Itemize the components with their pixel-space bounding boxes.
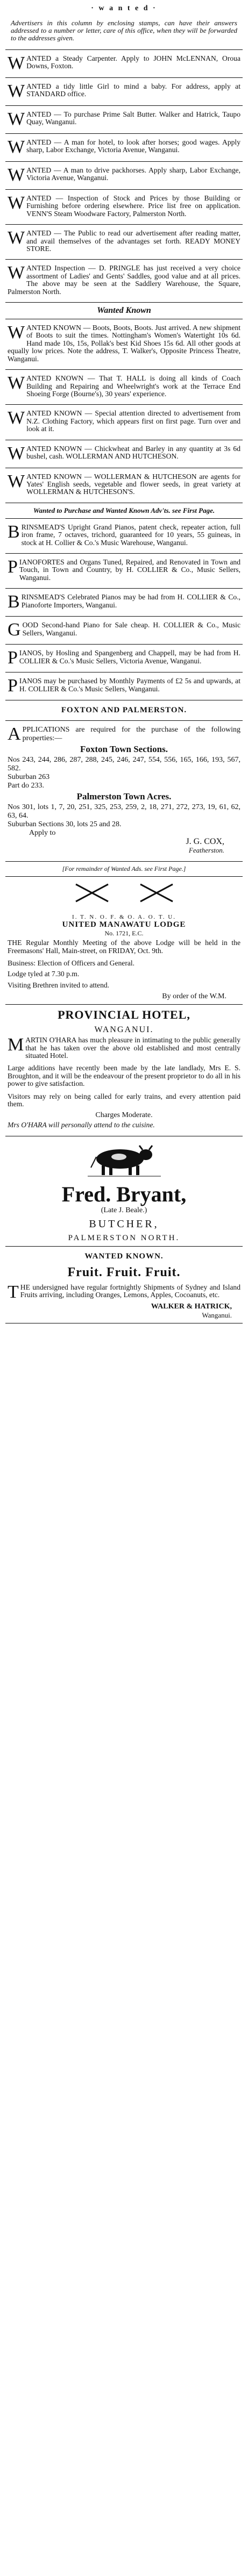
see-first-page-note: Wanted to Purchase and Wanted Known Adv'ts. see First Page. (33, 506, 215, 514)
drop-cap: B (8, 521, 20, 542)
drop-cap: W (8, 373, 25, 393)
divider (5, 553, 243, 554)
hotel-charges: Charges Moderate. (95, 1111, 153, 1120)
fruit-place: Wanganui. (202, 1311, 232, 1319)
wanted-known-ads (5, 323, 243, 499)
drop-cap: M (8, 1035, 24, 1055)
drop-cap: P (8, 648, 18, 668)
bull-illustration (5, 1141, 243, 1178)
agent-place: Featherston. (188, 846, 224, 855)
foxton-banner: FOXTON AND PALMERSTON. (61, 706, 187, 715)
applications-text: PPLICATIONS are required for the purchase of the following properties:— (22, 726, 240, 743)
newspaper-column (5, 0, 243, 1323)
fruit-text: HE undersigned have regular fortnightly Shipments of Sydney and Island Fruits arriving, including Oranges, Lemons, Apples, Cocoanuts, etc. (20, 1283, 240, 1299)
fruit-title: Fruit. Fruit. Fruit. (67, 1265, 181, 1279)
ad-item (5, 648, 243, 669)
butcher-place: PALMERSTON NORTH. (68, 1233, 180, 1242)
palmerston-acres-list: Nos 301, lots 1, 7, 20, 251, 325, 253, 259, 2, 18, 271, 272, 273, 19, 61, 62, 63, 64. (8, 803, 240, 820)
divider (5, 404, 243, 405)
lodge-business: Business: Election of Officers and General. (8, 959, 135, 967)
ad-text: ANTED — A man for hotel, to look after horses; good wages. Apply sharp, Labor Exchange, Victoria Avenue, Wanganui. (26, 138, 240, 154)
drop-cap: T (8, 1282, 19, 1302)
divider (5, 369, 243, 370)
ad-item (5, 443, 243, 464)
apply-to: Apply to (29, 829, 56, 838)
divider (5, 133, 243, 134)
lodge-visiting: Visiting Brethren invited to attend. (8, 981, 110, 989)
lodge-tyled: Lodge tyled at 7.30 p.m. (8, 970, 80, 978)
remainder-note: [For remainder of Wanted Ads. see First Page.] (62, 865, 186, 873)
ad-item (5, 676, 243, 697)
divider (5, 861, 243, 862)
bull-icon (87, 1141, 162, 1178)
divider (5, 644, 243, 645)
wanted-ads (5, 53, 243, 299)
fruit-header: WANTED KNOWN. (84, 1251, 164, 1261)
foxton-sections-heading: Foxton Town Sections. (80, 744, 168, 755)
crossed-swords-icon (70, 880, 178, 907)
ad-item (5, 592, 243, 613)
divider (5, 616, 243, 617)
ad-text: ANTED a Steady Carpenter. Apply to JOHN McLENNAN, Oroua Downs, Foxton. (26, 54, 240, 70)
ad-text: IANOS may be purchased by Monthly Payments of £2 5s and upwards, at H. COLLIER & Co.'s Music Sellers, Wanganui. (19, 677, 240, 693)
ad-text: OOD Second-hand Piano for Sale cheap. H. COLLIER & Co., Music Sellers, Wanganui. (22, 621, 240, 637)
ad-text: IANOFORTES and Organs Tuned, Repaired, and Renovated in Town and Touch, in Town and Country, by H. COLLIER & Co., Music Sellers, Wanganui. (19, 557, 240, 582)
lodge-name: UNITED MANAWATU LODGE (62, 920, 186, 929)
hotel-body (5, 1035, 243, 1063)
lodge-order: By order of the W.M. (162, 992, 226, 1001)
palmerston-acres-heading: Palmerston Town Acres. (76, 791, 172, 802)
divider (5, 224, 243, 225)
divider (5, 105, 243, 106)
ad-text: ANTED Inspection — D. PRINGLE has just received a very choice assortment of Ladies' and Gents' Saddles, good value and at all prices. The above may be seen at the Saddlery Warehouse, the Square, Palmerston North. (8, 264, 240, 296)
ad-item (5, 165, 243, 186)
divider (5, 161, 243, 162)
divider (5, 518, 243, 519)
hotel-body-2: Large additions have recently been made by the late landlady, Mrs E. S. Broughton, and it will be the endeavour of the present proprietor to do all in his power to give satisfaction. (8, 1064, 240, 1088)
divider (5, 189, 243, 190)
drop-cap: W (8, 443, 25, 463)
suburban-263: Suburban 263 (8, 773, 50, 782)
ad-text: ANTED KNOWN — WOLLERMAN & HUTCHESON are agents for Yates' English seeds, vegetable and flower seeds, in great variety at WOLLERMAN & HUTCHESON'S. (26, 472, 240, 496)
drop-cap: P (8, 556, 18, 577)
divider (5, 588, 243, 589)
ad-item (5, 373, 243, 401)
ad-text: ANTED — To purchase Prime Salt Butter. Walker and Hatrick, Taupo Quay, Wanganui. (26, 110, 240, 126)
ad-item (5, 53, 243, 74)
suburban-sections: Suburban Sections 30, lots 25 and 28. (8, 820, 122, 829)
divider (5, 302, 243, 303)
drop-cap: W (8, 165, 25, 185)
hotel-intro: ARTIN O'HARA has much pleasure in intimating to the public generally that he has taken over the above old established and most centrally situated Hotel. (25, 1036, 240, 1060)
divider (5, 49, 243, 50)
ad-text: RINSMEAD'S Upright Grand Pianos, patent check, repeater action, full iron frame, 7 octaves, trichord, guaranteed for 10 years, 55 guineas, in stock at H. Collier & Co.'s Music Warehouse, Wanganui. (21, 523, 240, 547)
lodge-body: THE Regular Monthly Meeting of the above Lodge will be held in the Freemasons' Hall, Main-street, on FRIDAY, Oct. 9th. (8, 939, 240, 955)
divider (5, 1004, 243, 1005)
ad-item (5, 137, 243, 158)
ad-item (5, 620, 243, 641)
ad-text: ANTED KNOWN — That T. HALL is doing all kinds of Coach Building and Repairing and Wheelwright's work at the Terrace End Shoeing Forge (Bourne's), 30 years' experience. (26, 374, 240, 398)
hotel-body-3: Visitors may rely on being called for early trains, and every attention paid them. (8, 1092, 240, 1108)
wanted-known-title: Wanted Known (97, 306, 151, 316)
lodge-emblem (5, 880, 243, 910)
drop-cap: W (8, 471, 25, 491)
drop-cap: W (8, 263, 25, 283)
fruit-body (5, 1282, 243, 1303)
ad-text: ANTED KNOWN — Boots, Boots, Boots. Just arrived. A new shipment of Boots to suit the times. Nottingham's Women's Watertight 10s 6d. Hand made 10s, 15s, Pollak's best Kid Shoes 15s 6d. All other goods at equally low prices. Note the address, T. Walker's, Opposite Princess Theatre, Wanganui. (8, 324, 240, 363)
ad-text: ANTED KNOWN — Special attention directed to advertisement from N.Z. Clothing Factory, which appears first on first page. Turn over and look at it. (26, 409, 240, 433)
agent-name: J. G. COX, (186, 837, 224, 847)
divider (5, 720, 243, 721)
ad-text: IANOS, by Hosling and Spangenberg and Chappell, may be had from H. COLLIER & Co.'s Music Sellers, Victoria Avenue, Wanganui. (19, 649, 240, 665)
butcher-name: Fred. Bryant, (61, 1182, 187, 1206)
lodge-number: No. 1721, E.C. (104, 929, 144, 938)
ad-text: ANTED — Inspection of Stock and Prices by those Building or Furnishing before ordering elsewhere. Price list free on application. VENN'S Steam Woodware Factory, Palmerston North. (26, 194, 240, 218)
ad-item (5, 471, 243, 499)
drop-cap: W (8, 137, 25, 157)
divider (5, 77, 243, 78)
drop-cap: W (8, 228, 25, 248)
hotel-note: Mrs O'HARA will personally attend to the cuisine. (8, 1121, 155, 1129)
butcher-trade: BUTCHER, (89, 1218, 159, 1230)
hotel-title: PROVINCIAL HOTEL, (58, 1008, 190, 1022)
ad-item (5, 263, 243, 299)
ad-item (5, 408, 243, 436)
ad-item (5, 557, 243, 585)
divider (5, 259, 243, 260)
fruit-firm: WALKER & HATRICK, (151, 1302, 232, 1311)
piano-ads (5, 522, 243, 697)
foxton-sections-list: Nos 243, 244, 286, 287, 288, 245, 246, 247, 554, 556, 165, 166, 193, 567, 582. (8, 756, 240, 773)
hotel-place: WANGANUI. (94, 1025, 154, 1035)
ad-text: RINSMEAD'S Celebrated Pianos may be had from H. COLLIER & Co., Pianoforte Importers, Wanganui. (21, 593, 240, 609)
drop-cap: W (8, 193, 25, 213)
part-233: Part do 233. (8, 782, 45, 790)
divider (5, 1246, 243, 1247)
ad-text: ANTED a tidy little Girl to mind a baby. For address, apply at STANDARD office. (26, 82, 240, 98)
ad-item (5, 323, 243, 366)
drop-cap: W (8, 53, 25, 73)
drop-cap: W (8, 81, 25, 101)
drop-cap: A (8, 724, 21, 745)
drop-cap: W (8, 323, 25, 343)
drop-cap: G (8, 620, 21, 640)
drop-cap: P (8, 676, 18, 696)
ad-item (5, 193, 243, 221)
divider (5, 876, 243, 877)
advertiser-notice: Advertisers in this column by enclosing stamps, can have their answers addressed to a number or letter, care of this office, when they will be forwarded to the addresses given. (11, 19, 237, 42)
drop-cap: B (8, 592, 20, 612)
lodge-abbreviation: I. T. N. O. F. & O. A. O. T. U. (72, 914, 176, 921)
ad-text: ANTED — The Public to read our advertisement after reading matter, and avail themselves of the advantages set forth. READY MONEY STORE. (26, 229, 240, 253)
ad-item (5, 81, 243, 102)
ad-item (5, 228, 243, 256)
drop-cap: W (8, 109, 25, 129)
drop-cap: W (8, 408, 25, 428)
ad-text: ANTED — A man to drive packhorses. Apply sharp, Labor Exchange, Victoria Avenue, Wanganui. (26, 166, 240, 182)
ad-item (5, 522, 243, 550)
ad-text: ANTED KNOWN — Chickwheat and Barley in any quantity at 3s 6d bushel, cash. WOLLERMAN AND HUTCHESON. (26, 444, 240, 460)
butcher-late: (Late J. Beale.) (101, 1206, 147, 1214)
applications-ad (5, 724, 243, 858)
masthead: · w a n t e d · (91, 4, 157, 12)
ad-item (5, 109, 243, 130)
